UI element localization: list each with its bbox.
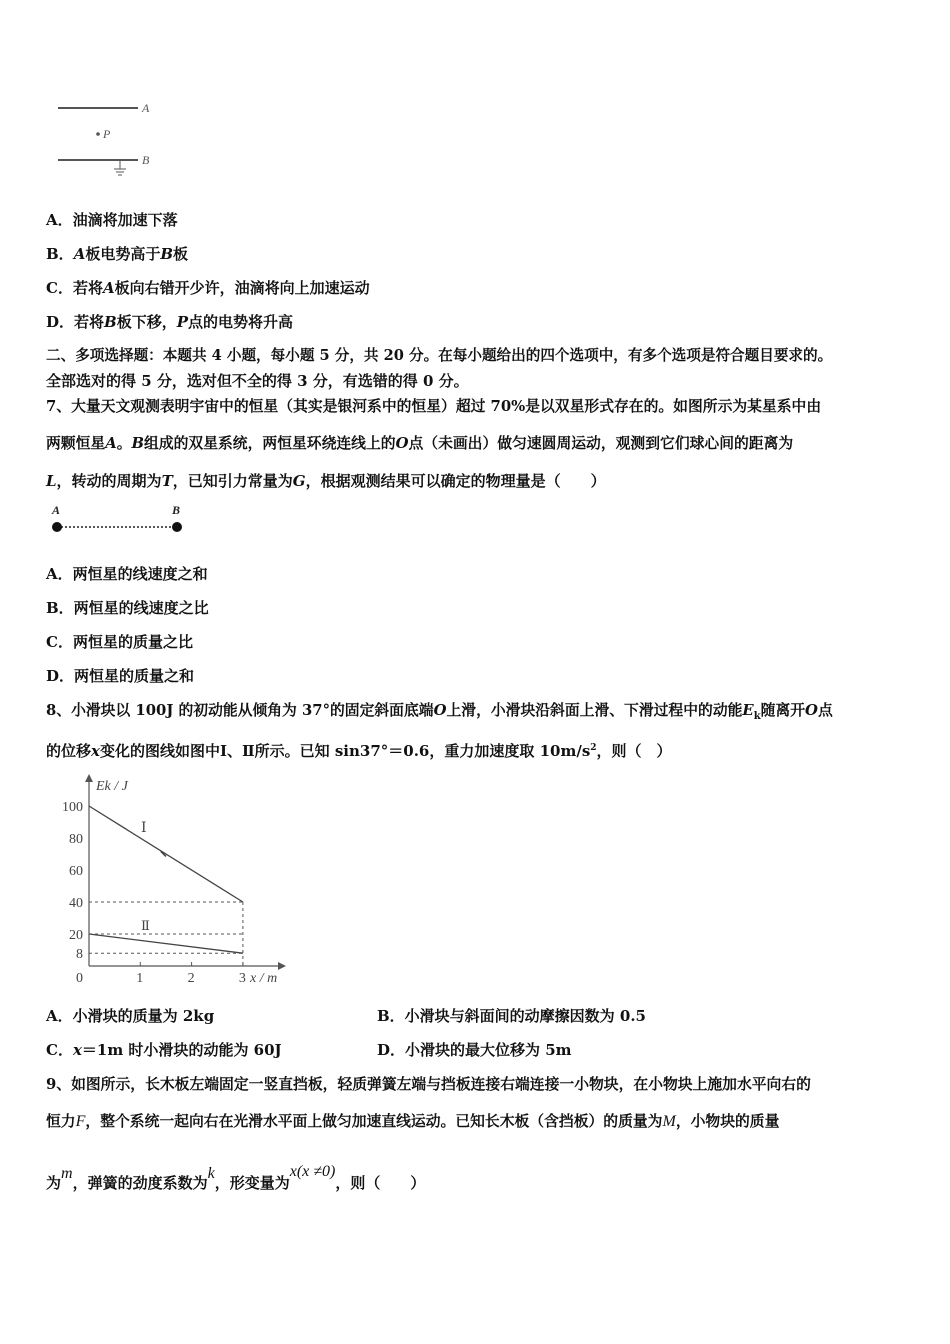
plate-a-label: A [142,101,150,115]
q8-option-b [377,1006,646,1026]
y-tick-label-60: 60 [69,864,83,879]
q6-b-var-b: B [160,245,174,263]
q8-c-prefix: C． [46,1041,73,1059]
point-p-label: P [103,127,111,141]
q8-l1-var-e: E [742,702,754,719]
q6-option-d [46,312,293,332]
q8-l1-c: 随离开 [760,702,806,719]
x-tick-label-1: 1 [136,971,144,986]
binary-star-figure [46,502,196,538]
x-tick-label-2: 2 [187,971,195,986]
q6-option-a [46,210,178,230]
q9-l2-c: ，小物块的质量 [675,1113,780,1130]
q9-l3-a: 为 [46,1174,62,1192]
q6-d-var-p: P [176,313,188,331]
star-b-label: B [172,503,181,517]
q9-l3-var-k: k [207,1165,215,1182]
q8-l1-d: 点 [817,702,833,719]
y-tick-label-8: 8 [76,947,83,963]
y-tick-label-100: 100 [62,800,83,815]
q7-stem-line1 [46,397,821,417]
q8-option-d-text: D．小滑块的最大位移为 5m [377,1041,572,1059]
q6-c-suffix: 板向右错开少许，油滴将向上加速运动 [114,279,370,297]
series-line-2 [89,934,243,953]
q6-d-suffix: 点的电势将升高 [188,313,294,331]
section2-line1-text: 二、多项选择题：本题共 4 小题，每小题 5 分，共 20 分。在每小题给出的四个选项中，有多个选项是符合题目要求的。 [46,347,833,364]
section2-header-line1 [46,346,832,366]
q8-option-d [377,1040,572,1060]
y-axis-label: Ek / J [96,779,128,794]
q7-option-b [46,598,209,618]
chart-series [89,806,243,953]
q7-l3-var-l: L [46,472,57,490]
oil-drop-point [96,132,100,136]
q7-option-a [46,564,208,584]
q7-l2-b: 。 [116,435,132,452]
series-line-1 [89,806,243,902]
y-axis-arrow [85,774,93,782]
q8-l2-c: ，则（ ） [596,742,672,760]
series-label-1: Ⅰ [141,821,147,836]
q6-b-mid: 板电势高于 [85,245,161,263]
y-tick-label-40: 40 [69,896,83,911]
q7-option-c [46,632,193,652]
q9-stem-line1 [46,1075,811,1095]
q7-l2-d: 点（未画出）做匀速圆周运动，观测到它们球心间的距离为 [408,435,794,452]
ek-chart [44,770,294,990]
q8-c-suffix: ＝1m 时小滑块的动能为 60J [81,1041,282,1059]
star-a-label: A [52,503,61,517]
q7-option-d-text: D．两恒星的质量之和 [46,667,195,685]
chart-guides [89,902,243,966]
q8-l1-var-o2: O [805,702,818,719]
q9-l3-var-m: m [61,1165,73,1182]
q7-l3-b: ，已知引力常量为 [172,472,293,490]
y-tick-label-20: 20 [69,928,83,943]
q9-l3-var-x: x(x ≠0) [289,1163,336,1180]
q8-l2-var-x: x [91,742,100,760]
q7-stem-line2 [46,434,793,454]
x-tick-label-0: 0 [76,971,83,986]
q6-option-b [46,244,188,264]
q9-l3-b: ，弹簧的劲度系数为 [72,1174,208,1192]
q9-stem-line2 [46,1112,779,1132]
q8-option-b-text: B．小滑块与斜面间的动摩擦因数为 0.5 [377,1007,646,1025]
q8-l2-a: 的位移 [46,742,92,760]
capacitor-figure [50,95,160,185]
q8-option-a [46,1006,214,1026]
q6-d-var-b: B [104,313,117,331]
q8-l2-b: 变化的图线如图中Ⅰ、Ⅱ所示。已知 sin37°＝0.6，重力加速度取 10m/s [99,742,591,760]
q7-option-b-text: B．两恒星的线速度之比 [46,599,209,617]
section2-line2-text: 全部选对的得 5 分，选对但不全的得 3 分，有选错的得 0 分。 [46,372,469,390]
y-tick-label-80: 80 [69,832,83,847]
q8-l2-sup: 2 [590,743,597,753]
q6-d-prefix: D．若将 [46,313,105,331]
q6-c-var-a: A [102,279,115,297]
q8-stem-line2 [46,738,672,761]
q7-l3-var-g: G [292,472,306,490]
q7-stem-line3 [46,471,606,491]
q6-d-mid: 板下移， [116,313,177,331]
q9-l2-b: ，整个系统一起向右在光滑水平面上做匀加速直线运动。已知长木板（含挡板）的质量为 [85,1113,663,1130]
chart-axes [85,774,286,970]
q8-c-var-x: x [72,1041,82,1059]
q9-l2-a: 恒力 [46,1113,76,1130]
q8-option-a-text: A．小滑块的质量为 2kg [46,1007,215,1025]
q7-option-d [46,666,194,686]
q9-line1-text: 9、如图所示，长木板左端固定一竖直挡板，轻质弹簧左端与挡板连接右端连接一小物块，在小物块上施加水平向右的 [46,1076,811,1093]
star-b [172,522,182,532]
q9-l2-var-m: M [662,1113,676,1130]
q7-l3-var-t: T [161,472,173,490]
q7-l3-a: ，转动的周期为 [56,472,162,490]
q9-l3-d: ，则（ ） [335,1174,426,1192]
q7-option-a-text: A．两恒星的线速度之和 [46,565,208,583]
q9-l3-c: ，形变量为 [214,1174,290,1192]
q8-stem-line1 [46,701,833,727]
plate-b-label: B [142,153,150,167]
q6-c-prefix: C．若将 [46,279,103,297]
q6-b-suffix: 板 [173,245,189,263]
q9-l2-var-f: F [75,1113,86,1130]
q7-line1-text: 7、大量天文观测表明宇宙中的恒星（其实是银河系中的恒星）超过 70%是以双星形式存在的。如图所示为某星系中由 [46,398,822,415]
q6-option-a-text: A．油滴将加速下落 [46,211,178,229]
q7-l3-c: ，根据观测结果可以确定的物理量是（ ） [305,472,606,490]
x-tick-label-3: 3 [238,971,246,986]
series-label-2: Ⅱ [141,918,150,933]
q9-stem-line3 [46,1163,426,1194]
q7-l2-c: 组成的双星系统，两恒星环绕连线上的 [144,435,396,452]
q7-l2-var-a: A [105,435,117,452]
section2-header-line2 [46,371,469,391]
q7-l2-a: 两颗恒星 [46,435,106,452]
x-axis-arrow [278,962,286,970]
q6-option-c [46,278,370,298]
x-axis-label: x / m [250,971,278,986]
q7-l2-var-b: B [131,435,145,452]
q6-b-prefix: B． [46,245,74,263]
q7-option-c-text: C．两恒星的质量之比 [46,633,193,651]
q7-l2-var-o: O [395,435,409,452]
q8-l1-b: 上滑，小滑块沿斜面上滑、下滑过程中的动能 [446,702,743,719]
q8-l1-a: 8、小滑块以 100J 的初动能从倾角为 37°的固定斜面底端 [46,702,434,719]
q8-option-c [46,1040,282,1060]
q6-b-var-a: A [73,245,86,263]
q8-l1-var-o: O [433,702,447,719]
star-a [52,522,62,532]
q8-l1-sub-k: k [753,710,761,722]
